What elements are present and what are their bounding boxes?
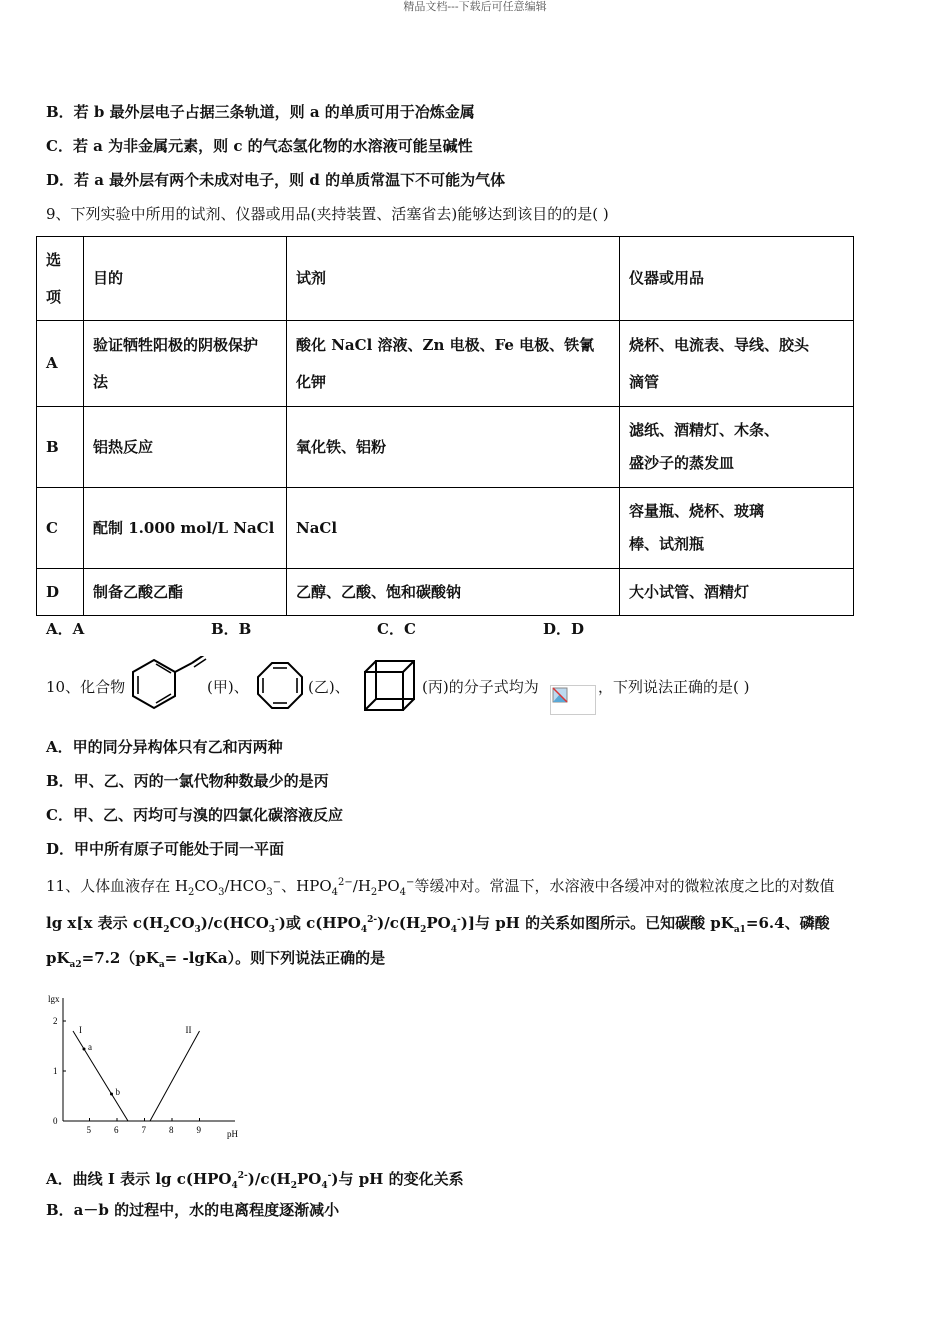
q8-option-c: C．若 a 为非金属元素，则 c 的气态氢化物的水溶液可能呈碱性 xyxy=(46,137,473,155)
header-tools: 仪器或用品 xyxy=(620,237,854,321)
y-tick-label: 2 xyxy=(53,1016,58,1026)
q11-l1-a: 11、人体血液存在 H xyxy=(46,877,188,895)
row-reagent: 酸化 NaCl 溶液、Zn 电极、Fe 电极、铁氰 xyxy=(296,335,595,354)
row-reagent: NaCl xyxy=(287,488,620,569)
q11-l3-a: pK xyxy=(46,949,70,967)
broken-image-icon xyxy=(550,685,596,715)
q10-option-c: C．甲、乙、丙均可与溴的四氯化碳溶液反应 xyxy=(46,806,343,824)
q8-option-b: B．若 b 最外层电子占据三条轨道，则 a 的单质可用于冶炼金属 xyxy=(46,103,475,121)
row-option: A xyxy=(37,321,84,407)
row-option: B xyxy=(37,407,84,488)
q11-optA-a: A．曲线 I 表示 lg c(HPO xyxy=(46,1170,232,1188)
point-label-a: a xyxy=(88,1042,92,1052)
q11-line3: $pK_{a2}=7.2(pK_a=$ -lgKa）。则下列说法正确的是 xyxy=(46,949,386,970)
row-tools: 滤纸、酒精灯、木条、 xyxy=(629,421,780,439)
cubane-structure xyxy=(362,658,418,714)
q11-l2-c: =6.4、磷酸 xyxy=(745,914,830,932)
point-a xyxy=(83,1048,86,1051)
header-option-2: 项 xyxy=(46,287,62,306)
series-line-II xyxy=(150,1031,200,1121)
q8-option-d: D．若 a 最外层有两个未成对电子，则 d 的单质常温下不可能为气体 xyxy=(46,171,506,189)
q11-l3-b: =7.2（pK xyxy=(81,949,159,967)
q9-option-c: C．C xyxy=(377,620,416,638)
q11-l1-c: 等缓冲对。常温下，水溶液中各缓冲对的微粒浓度之比的对数值 xyxy=(414,877,835,895)
lgx-ph-chart xyxy=(30,990,260,1145)
y-axis-label: lgx xyxy=(48,994,60,1004)
row-goal: 制备乙酸乙酯 xyxy=(84,569,287,616)
x-tick-label: 7 xyxy=(141,1125,146,1135)
row-option: D xyxy=(37,569,84,616)
q10-option-a: A．甲的同分异构体只有乙和丙两种 xyxy=(46,738,283,756)
q9-options xyxy=(46,619,584,639)
row-goal: 铝热反应 xyxy=(84,407,287,488)
q11-l1-b: CO xyxy=(194,877,219,895)
q10-pre: 10、化合物 xyxy=(46,678,126,696)
table-header-row xyxy=(37,237,854,321)
q11-line2: lg x[x 表示 $c(H_2CO_3)/c(HCO_3^-)$或 $c(HPO_4^{2-})/c(H_2PO_4^-)$]与 pH 的关系如图所示。已知碳酸 $pK_{a1}=6.4$、磷酸 xyxy=(46,914,830,935)
row-tools: 烧杯、电流表、导线、胶头 xyxy=(629,335,810,354)
row-goal: 验证牺牲阳极的阴极保护 xyxy=(93,335,259,354)
table-row xyxy=(37,321,854,407)
x-axis-label: pH xyxy=(227,1129,238,1139)
row-tools: 大小试管、酒精灯 xyxy=(620,569,854,616)
q10-jia: (甲)、 xyxy=(207,678,249,696)
point-label-b: b xyxy=(115,1087,120,1097)
header-reagent: 试剂 xyxy=(287,237,620,321)
row-goal: 配制 1.000 mol/L NaCl xyxy=(84,488,287,569)
q10-yi: (乙)、 xyxy=(308,678,350,696)
row-tools-cont: 盛沙子的蒸发皿 xyxy=(629,454,735,472)
table-row xyxy=(37,488,854,569)
q11-option-a: A．曲线 I 表示 $\lg c(HPO_4^{2-})/c(H_2PO_4^-)$与 pH 的变化关系 xyxy=(46,1170,464,1191)
table-row xyxy=(37,407,854,488)
q9-option-d: D．D xyxy=(543,620,585,638)
q9-option-b: B．B xyxy=(211,620,252,638)
page-header: 精品文档---下载后可任意编辑 xyxy=(403,0,547,13)
x-tick-label: 9 xyxy=(196,1125,201,1135)
header-goal: 目的 xyxy=(84,237,287,321)
x-tick-label: 5 xyxy=(86,1125,91,1135)
series-line-I xyxy=(73,1031,128,1121)
series-lines xyxy=(73,1025,200,1121)
x-tick-label: 8 xyxy=(169,1125,174,1135)
row-tools: 容量瓶、烧杯、玻璃 xyxy=(629,502,765,520)
q9-option-a: A．A xyxy=(46,620,85,638)
q10-post: ，下列说法正确的是( ) xyxy=(598,678,750,696)
y-tick-label: 1 xyxy=(53,1066,58,1076)
q11-l2-b: 与 pH 的关系如图所示。已知碳酸 pK xyxy=(474,914,734,932)
point-b xyxy=(110,1093,113,1096)
q11-optA-b: )/c(H xyxy=(247,1170,291,1188)
q11-l2-a: lg x[x 表示 c(H xyxy=(46,914,164,932)
q11-optA-c: )与 pH 的变化关系 xyxy=(331,1170,464,1188)
row-goal-cont: 法 xyxy=(93,372,109,391)
y-tick-label: 0 xyxy=(53,1116,58,1126)
row-reagent: 乙醇、乙酸、饱和碳酸钠 xyxy=(287,569,620,616)
table-row xyxy=(37,569,854,616)
q10-option-b: B．甲、乙、丙的一氯代物种数最少的是丙 xyxy=(46,772,329,790)
series-label-I: I xyxy=(79,1025,82,1035)
header-option-1: 选 xyxy=(46,250,62,269)
q9-table xyxy=(36,236,854,616)
row-tools-cont: 棒、试剂瓶 xyxy=(629,535,705,553)
cyclooctatetraene-structure xyxy=(254,660,306,712)
row-reagent-cont: 化钾 xyxy=(296,372,327,391)
series-label-II: II xyxy=(185,1025,192,1035)
q11-l3-c: = -lgKa）。则下列说法正确的是 xyxy=(164,949,386,967)
q10-option-d: D．甲中所有原子可能处于同一平面 xyxy=(46,840,285,858)
row-reagent: 氧化铁、铝粉 xyxy=(287,407,620,488)
row-tools-cont: 滴管 xyxy=(629,372,660,391)
q10-bing: (丙)的分子式均为 xyxy=(422,678,539,696)
q11-option-b: B．a－b 的过程中，水的电离程度逐渐减小 xyxy=(46,1201,340,1219)
q11-line1: 11、人体血液存在 $H_2CO_3/HCO_3^-$、$HPO_4^{2-}/H_2PO_4^-$等缓冲对。常温下，水溶液中各缓冲对的微粒浓度之比的对数值 xyxy=(46,877,835,898)
x-tick-label: 6 xyxy=(114,1125,119,1135)
q9-stem: 9、下列实验中所用的试剂、仪器或用品(夹持装置、活塞省去)能够达到该目的的是( ) xyxy=(46,205,609,223)
styrene-structure xyxy=(128,656,208,712)
row-option: C xyxy=(37,488,84,569)
